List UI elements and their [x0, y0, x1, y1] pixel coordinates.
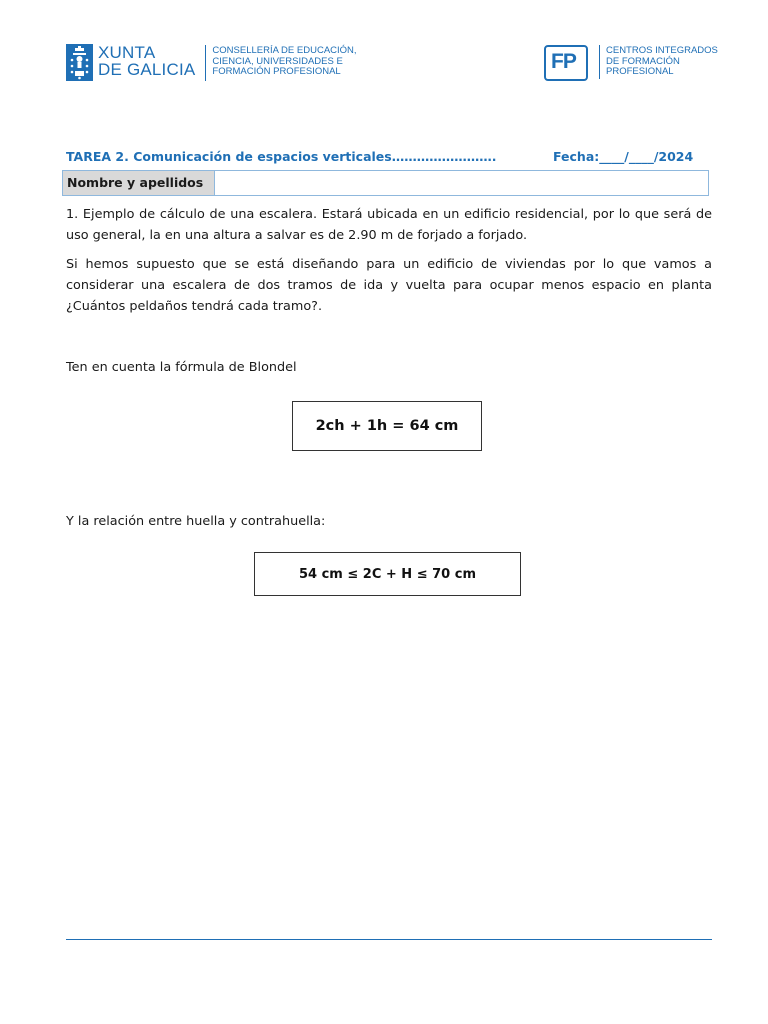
blondel-formula-box: 2ch + 1h = 64 cm [292, 401, 482, 451]
relation-formula-box: 54 cm ≤ 2C + H ≤ 70 cm [254, 552, 521, 596]
centros-name [606, 46, 718, 78]
name-value-field[interactable] [215, 171, 708, 195]
centros-line-3: PROFESIONAL [606, 66, 674, 77]
name-label: Nombre y apellidos [63, 171, 215, 195]
xunta-divider [205, 45, 206, 81]
xunta-line-2: DE GALICIA [98, 60, 196, 79]
xunta-name [98, 44, 195, 78]
centros-line-1: CENTROS INTEGRADOS [606, 45, 718, 56]
paragraph-question: Si hemos supuesto que se está diseñando para un edificio de viviendas por lo que vamos a considerar una escalera de dos tramos de ida y vuelta para ocupar menos espacio en planta ¿Cuántos peldaños tendrá cada tramo?. [66, 257, 712, 314]
xunta-logo [66, 44, 357, 81]
xunta-line-1: XUNTA [98, 43, 156, 62]
footer-divider [66, 939, 712, 940]
task-title: TAREA 2. Comunicación de espacios verticales……………………. [66, 149, 497, 164]
conselleria-name [212, 46, 356, 78]
paragraph-exercise [66, 204, 712, 246]
conselleria-line-2: CIENCIA, UNIVERSIDADES E [212, 55, 343, 67]
name-row [62, 170, 709, 196]
conselleria-line-1: CONSELLERÍA DE EDUCACIÓN, [212, 45, 357, 56]
galicia-coat-of-arms-icon [66, 44, 93, 81]
conselleria-line-3: FORMACIÓN PROFESIONAL [212, 66, 341, 77]
fp-mark: FP [551, 50, 576, 73]
paragraph-blondel: Ten en cuenta la fórmula de Blondel [66, 360, 297, 375]
centros-line-2: DE FORMACIÓN [606, 55, 680, 67]
fp-logo-box [544, 45, 588, 81]
fp-divider [599, 45, 600, 79]
fp-logo [544, 45, 718, 81]
date-field: Fecha:____/____/2024 [553, 149, 694, 164]
exercise-text: Ejemplo de cálculo de una escalera. Estará ubicada en un edificio residencial, por lo que será de uso general, la en una altura a salvar es de 2.90 m de forjado a forjado. [66, 207, 712, 243]
exercise-number: 1. [66, 207, 79, 222]
paragraph-relation: Y la relación entre huella y contrahuella: [66, 514, 326, 529]
